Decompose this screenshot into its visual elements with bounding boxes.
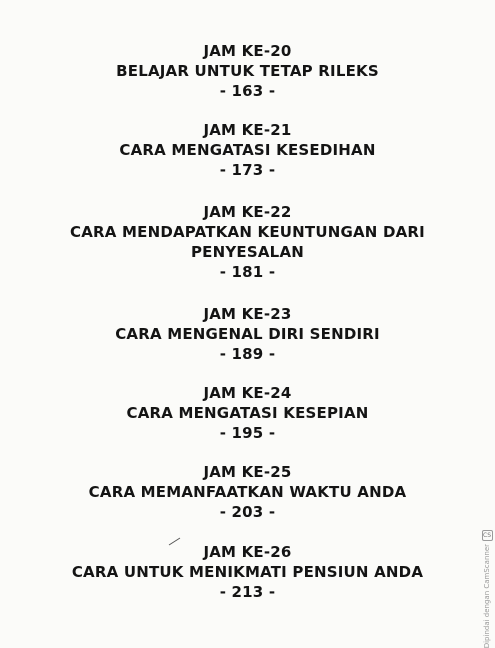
toc-page-number: - 163 - (219, 82, 276, 100)
pen-mark-icon (168, 536, 182, 546)
toc-entry-jam-25 (0, 462, 495, 522)
toc-page-number: - 195 - (219, 424, 276, 442)
toc-hour-label: JAM KE-24 (203, 384, 292, 402)
toc-hour-label: JAM KE-22 (203, 203, 292, 221)
toc-chapter-title: CARA MENDAPATKAN KEUNTUNGAN DARI (70, 223, 425, 241)
toc-chapter-title: CARA MENGATASI KESEPIAN (126, 404, 369, 422)
scanner-watermark (481, 530, 493, 648)
toc-page-number: - 173 - (219, 161, 276, 179)
toc-chapter-title: CARA MENGATASI KESEDIHAN (119, 141, 376, 159)
toc-entry-jam-23 (0, 304, 495, 364)
toc-chapter-title: CARA UNTUK MENIKMATI PENSIUN ANDA (71, 563, 424, 581)
toc-hour-label: JAM KE-23 (203, 305, 292, 323)
toc-entry-jam-22 (0, 202, 495, 282)
toc-hour-label: JAM KE-25 (203, 463, 292, 481)
toc-page-number: - 213 - (219, 583, 276, 601)
toc-chapter-title: CARA MENGENAL DIRI SENDIRI (115, 325, 380, 343)
toc-page-number: - 203 - (219, 503, 276, 521)
toc-hour-label: JAM KE-20 (203, 42, 292, 60)
scanner-watermark-text: Dipindai dengan CamScanner (483, 544, 491, 648)
toc-entry-jam-21 (0, 120, 495, 180)
toc-hour-label: JAM KE-21 (203, 121, 292, 139)
toc-entry-jam-20 (0, 41, 495, 101)
toc-hour-label: JAM KE-26 (203, 543, 292, 561)
toc-entry-jam-26 (0, 542, 495, 602)
camscanner-logo-icon: CS (483, 532, 491, 539)
toc-chapter-title-continued: PENYESALAN (190, 243, 305, 261)
toc-entry-jam-24 (0, 383, 495, 443)
toc-page-number: - 189 - (219, 345, 276, 363)
toc-chapter-title: BELAJAR UNTUK TETAP RILEKS (116, 62, 379, 80)
toc-chapter-title: CARA MEMANFAATKAN WAKTU ANDA (88, 483, 407, 501)
toc-page-number: - 181 - (219, 263, 276, 281)
